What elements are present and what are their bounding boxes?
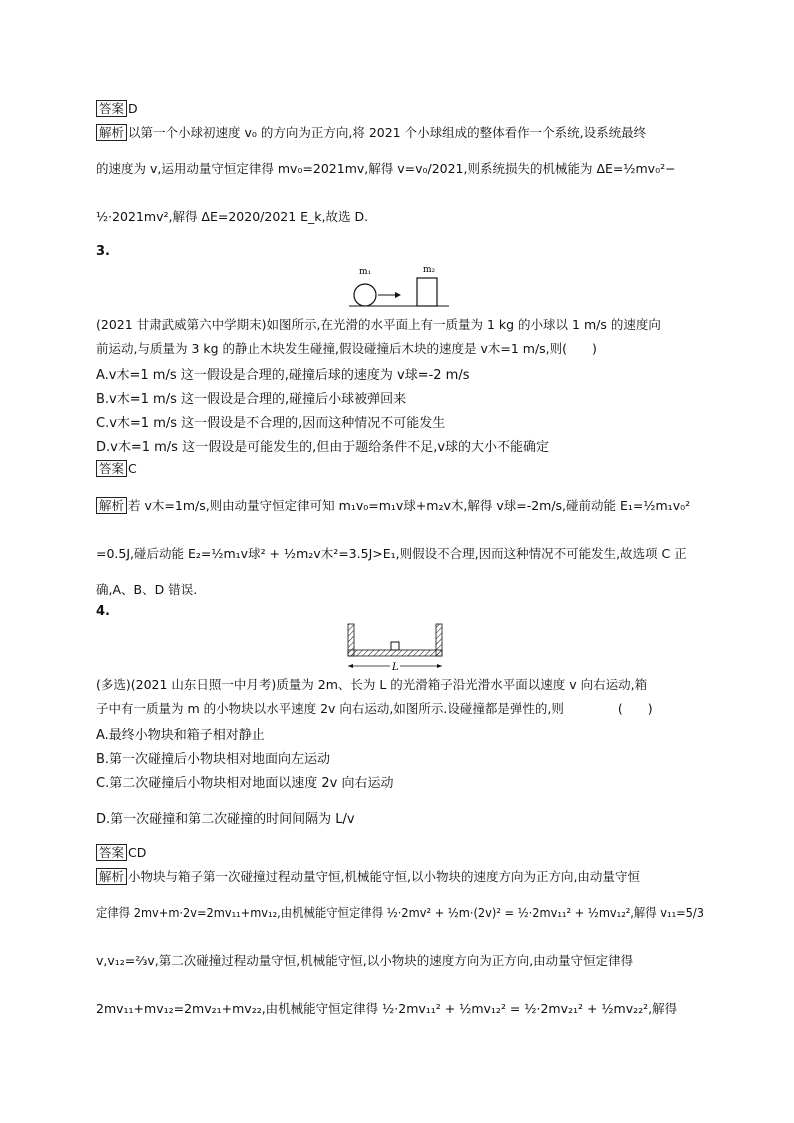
option-c: C.第二次碰撞后小物块相对地面以速度 2v 向右运动 — [96, 776, 394, 791]
q2-analysis-line-2: 的速度为 v,运用动量守恒定律得 mv₀=2021mv,解得 v=v₀/2021,则系统损失的机械能为 ΔE=½mv₀²− — [96, 161, 676, 176]
answer-value: CD — [128, 845, 147, 860]
box-figure — [345, 622, 445, 672]
q4-analysis-line-4: 2mv₁₁+mv₁₂=2mv₂₁+mv₂₂,由机械能守恒定律得 ½·2mv₁₁² + ½mv₁₂² = ½·2mv₂₁² + ½mv₂₂²,解得 — [96, 1001, 678, 1016]
ball-m1 — [354, 284, 376, 306]
label-m1: m₁ — [359, 267, 372, 277]
q3-analysis-line-3: 确,A、B、D 错误. — [96, 582, 198, 597]
q4-analysis-line-2: 定律得 2mv+m·2v=2mv₁₁+mv₁₂,由机械能守恒定律得 ½·2mv² + ½m·(2v)² = ½·2mv₁₁² + ½mv₁₂²,解得 v₁₁=5/3 — [96, 905, 704, 920]
option-a: A.最终小物块和箱子相对静止 — [96, 728, 265, 743]
question-number: 4. — [96, 604, 110, 619]
answer-tag: 答案 — [96, 100, 127, 117]
answer-blank: ( ) — [617, 701, 653, 716]
stem-text: 子中有一质量为 m 的小物块以水平速度 2v 向右运动,如图所示.设碰撞都是弹性的,则 — [96, 701, 564, 716]
option-b: B.第一次碰撞后小物块相对地面向左运动 — [96, 752, 331, 767]
option-d: D.第一次碰撞和第二次碰撞的时间间隔为 L/v — [96, 812, 355, 827]
q2-answer-row — [96, 100, 138, 119]
option-d: D.v木=1 m/s 这一假设是可能发生的,但由于题给条件不足,v球的大小不能确定 — [96, 440, 550, 455]
q4-stem-line-2 — [96, 700, 653, 718]
ball-block-figure — [345, 262, 455, 312]
q4-answer-row — [96, 844, 146, 863]
dimension-left-arrowhead — [348, 664, 353, 668]
q3-answer-row — [96, 460, 137, 479]
q4-stem-line-1: (多选)(2021 山东日照一中月考)质量为 2m、长为 L 的光滑箱子沿光滑水平面以速度 v 向右运动,箱 — [96, 677, 648, 692]
q4-analysis-line-1 — [96, 868, 640, 886]
analysis-tag: 解析 — [96, 868, 127, 885]
option-a: A.v木=1 m/s 这一假设是合理的,碰撞后球的速度为 v球=-2 m/s — [96, 368, 470, 383]
q3-stem-line-1: (2021 甘肃武威第六中学期末)如图所示,在光滑的水平面上有一质量为 1 kg 的小球以 1 m/s 的速度向 — [96, 317, 661, 332]
analysis-tag: 解析 — [96, 497, 127, 514]
q4-analysis-line-3: v,v₁₂=⅔v,第二次碰撞过程动量守恒,机械能守恒,以小物块的速度方向为正方向,由动量守恒定律得 — [96, 953, 634, 968]
q2-analysis-line-3: ½·2021mv²,解得 ΔE=2020/2021 E_k,故选 D. — [96, 209, 369, 224]
q2-analysis-line-1 — [96, 124, 646, 142]
analysis-text: 若 v木=1m/s,则由动量守恒定律可知 m₁v₀=m₁v球+m₂v木,解得 v球=-2m/s,碰前动能 E₁=½m₁v₀² — [128, 498, 691, 513]
option-c: C.v木=1 m/s 这一假设是不合理的,因而这种情况不可能发生 — [96, 416, 446, 431]
answer-value: C — [128, 461, 137, 476]
box-floor — [348, 650, 442, 656]
analysis-text: 小物块与箱子第一次碰撞过程动量守恒,机械能守恒,以小物块的速度方向为正方向,由动量守恒 — [128, 869, 640, 884]
answer-value: D — [128, 101, 138, 116]
velocity-arrowhead — [395, 292, 401, 298]
q3-stem-line-2: 前运动,与质量为 3 kg 的静止木块发生碰撞,假设碰撞后木块的速度是 v木=1 m/s,则( ) — [96, 341, 597, 356]
q3-analysis-line-1 — [96, 497, 690, 515]
answer-tag: 答案 — [96, 844, 127, 861]
block-m2 — [417, 278, 437, 306]
answer-tag: 答案 — [96, 460, 127, 477]
analysis-tag: 解析 — [96, 124, 127, 141]
dimension-right-arrowhead — [437, 664, 442, 668]
question-number: 3. — [96, 244, 110, 259]
analysis-text: 以第一个小球初速度 v₀ 的方向为正方向,将 2021 个小球组成的整体看作一个系统,设系统最终 — [128, 125, 647, 140]
option-b: B.v木=1 m/s 这一假设是合理的,碰撞后小球被弹回来 — [96, 392, 407, 407]
small-block — [391, 642, 399, 650]
length-label: L — [392, 662, 399, 672]
label-m2: m₂ — [423, 265, 436, 275]
q3-analysis-line-2: =0.5J,碰后动能 E₂=½m₁v球² + ½m₂v木²=3.5J>E₁,则假设不合理,因而这种情况不可能发生,故选项 C 正 — [96, 546, 687, 561]
